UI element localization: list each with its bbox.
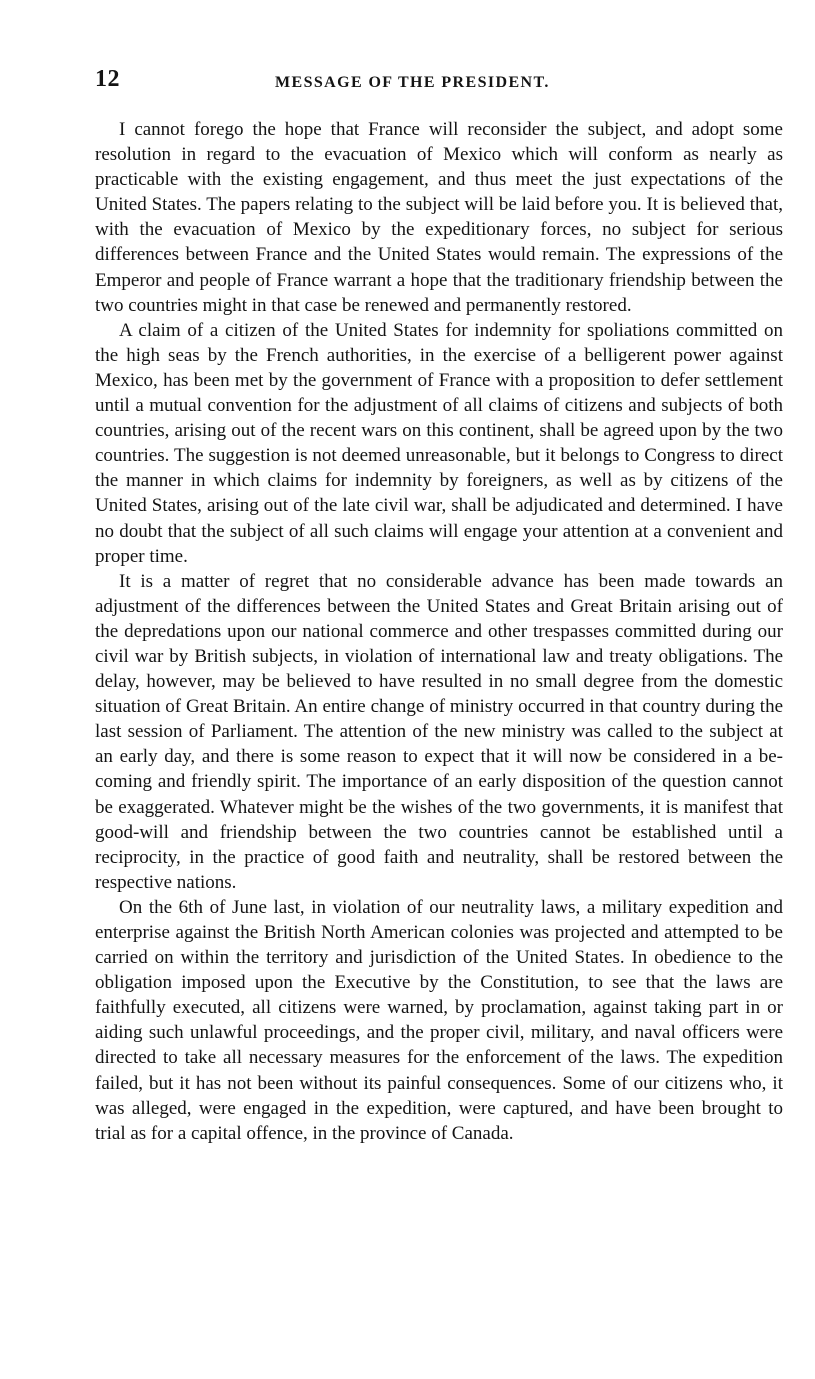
body-text xyxy=(95,117,783,1146)
paragraph-france-mexico: I cannot forego the hope that France will reconsider the subject, and adopt some resolution in regard to the evacuation of Mexico which will conform as nearly as practicable with the existing engagement, and thus meet the just expectations of the United States. The papers relating to the subject will be laid before you. It is believed that, with the evacuation of Mexico by the expeditionary forces, no subject for serious differences between France and the United States would remain. The expressions of the Emperor and people of France warrant a hope that the traditionary friendship between the two countries might in that case be renewed and permanently restored. xyxy=(95,119,783,316)
page-header xyxy=(95,66,785,100)
paragraph-indemnity-claim: A claim of a citizen of the United States for indemnity for spoliations committed on the high seas by the French authorities, in the exercise of a belligerent power against Mexico, has been met by the government of France with a proposition to defer settlement until a mutual convention for the adjustment of all claims of citizens and subjects of both countries, arising out of the recent wars on this continent, shall be agreed upon by the two countries. The suggestion is not deemed unreasonable, but it belongs to Congress to direct the manner in which claims for indemnity by foreigners, as well as by citizens of the United States, arising out of the late civil war, shall be adjudicated and determined. I have no doubt that the subject of all such claims will engage your attention at a convenient and proper time. xyxy=(95,319,783,567)
paragraph-great-britain: It is a matter of regret that no considerable advance has been made towards an adjustment of the differences between the United States and Great Britain arising out of the depredations upon our national commerce and other trespasses committed during our civil war by British subjects, in violation of international law and treaty obligations. The delay, however, may be believed to have resulted in no small degree from the domestic situation of Great Britain. An entire change of ministry occurred in that country during the last session of Parliament. The attention of the new ministry was called to the subject at an early day, and there is some reason to expect that it will now be considered in a becoming and friendly spirit. The importance of an early disposition of the question cannot be exaggerated. Whatever might be the wishes of the two governments, it is manifest that good-will and friendship between the two countries cannot be established until a reciprocity, in the practice of good faith and neutrality, shall be restored between the respective nations. xyxy=(95,570,783,893)
running-title: MESSAGE OF THE PRESIDENT. xyxy=(275,74,550,91)
paragraph-neutrality-laws: On the 6th of June last, in violation of our neutrality laws, a military expedition and enterprise against the British North American colonies was projected and attempted to be carried on within the territory and jurisdiction of the United States. In obedience to the obligation imposed upon the Executive by the Constitution, to see that the laws are faithfully executed, all citizens were warned, by proclamation, against taking part in or aiding such unlawful proceedings, and the proper civil, military, and naval officers were directed to take all necessary measures for the enforcement of the laws. The expedition failed, but it has not been without its painful consequences. Some of our citizens who, it was alleged, were engaged in the expedition, were captured, and have been brought to trial as for a capital offence, in the province of Canada. xyxy=(95,896,783,1144)
page-number: 12 xyxy=(95,66,120,92)
